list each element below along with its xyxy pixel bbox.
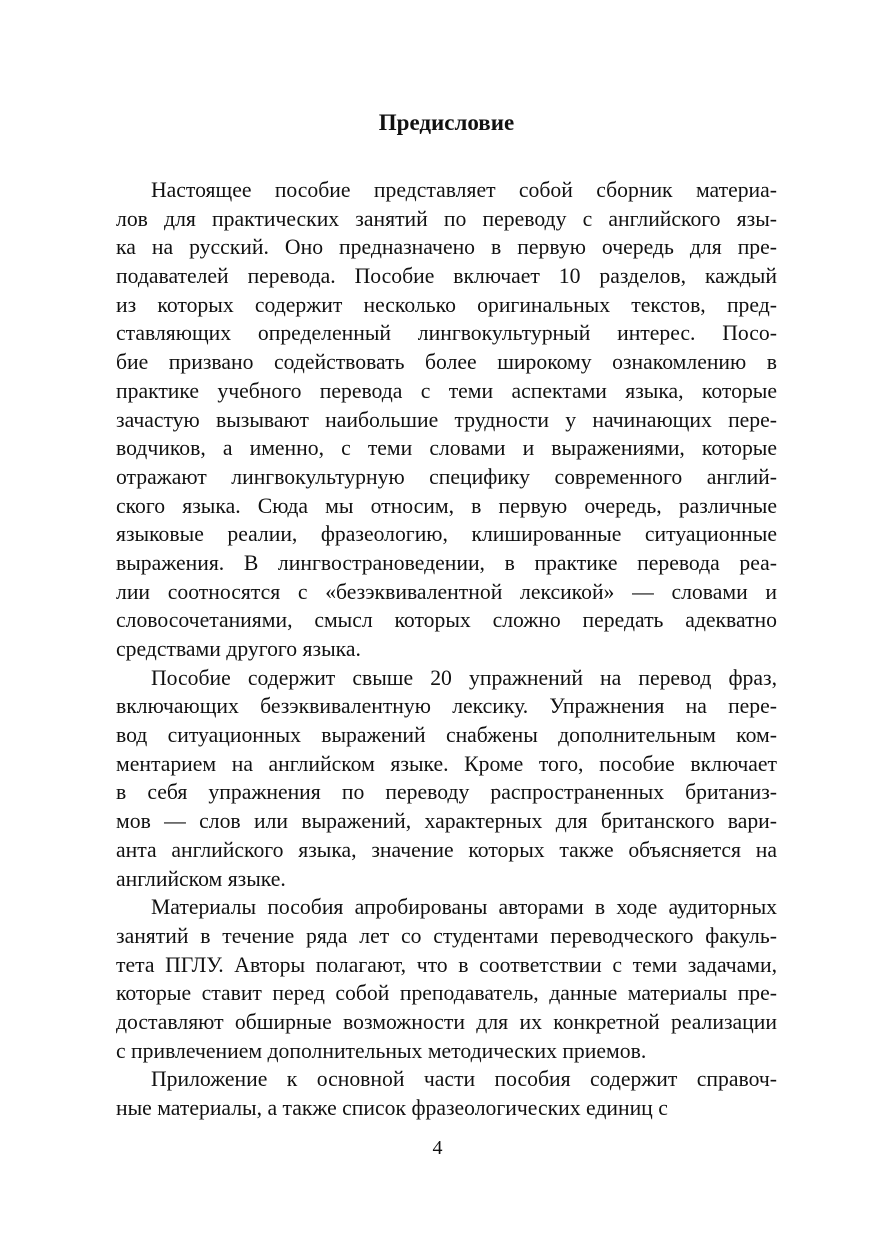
text-line: включающих безэквивалентную лексику. Упражнения на пере- bbox=[116, 694, 777, 719]
text-line: словосочетаниями, смысл которых сложно передать адекватно bbox=[116, 608, 777, 633]
text-line: которые ставит перед собой преподаватель, данные материалы пре- bbox=[116, 981, 777, 1006]
text-line: Приложение к основной части пособия содержит справоч- bbox=[151, 1067, 777, 1092]
text-line: водчиков, а именно, с теми словами и выражениями, которые bbox=[116, 436, 777, 461]
text-line: тета ПГЛУ. Авторы полагают, что в соответствии с теми задачами, bbox=[116, 952, 777, 977]
page-number: 4 bbox=[432, 1137, 443, 1159]
body-text bbox=[116, 176, 777, 1123]
text-line: отражают лингвокультурную специфику современного англий- bbox=[116, 464, 777, 489]
document-page bbox=[116, 108, 777, 1123]
text-line: языковые реалии, фразеологию, клишированные ситуационные bbox=[116, 522, 777, 547]
paragraph bbox=[116, 1065, 777, 1122]
text-line: ского языка. Сюда мы относим, в первую очередь, различные bbox=[116, 493, 777, 518]
text-line: Пособие содержит свыше 20 упражнений на перевод фраз, bbox=[151, 665, 777, 690]
text-line: практике учебного перевода с теми аспектами языка, которые bbox=[116, 378, 777, 403]
text-line: ставляющих определенный лингвокультурный интерес. Посо- bbox=[116, 321, 777, 346]
paragraph bbox=[116, 664, 777, 894]
page-title: Предисловие bbox=[378, 110, 515, 135]
text-line: Настоящее пособие представляет собой сборник материа- bbox=[151, 178, 777, 202]
text-line: подавателей перевода. Пособие включает 10 разделов, каждый bbox=[116, 264, 777, 289]
text-line: ка на русский. Оно предназначено в первую очередь для пре- bbox=[116, 235, 777, 260]
text-line: лов для практических занятий по переводу с английского язы- bbox=[116, 206, 777, 231]
text-line: вод ситуационных выражений снабжены дополнительным ком- bbox=[116, 723, 777, 748]
text-line: выражения. В лингвострановедении, в практике перевода реа- bbox=[116, 550, 777, 575]
paragraph bbox=[116, 176, 777, 664]
text-line: мов — слов или выражений, характерных для британского вари- bbox=[116, 809, 777, 834]
text-line: доставляют обширные возможности для их конкретной реализации bbox=[116, 1009, 777, 1034]
text-line: ные материалы, а также список фразеологических единиц с bbox=[116, 1096, 668, 1120]
text-line: зачастую вызывают наибольшие трудности у начинающих пере- bbox=[116, 407, 777, 432]
text-line: анта английского языка, значение которых также объясняется на bbox=[116, 837, 777, 862]
text-line: лии соотносятся с «безэквивалентной лексикой» — словами и bbox=[116, 579, 777, 604]
text-line: занятий в течение ряда лет со студентами переводческого факуль- bbox=[116, 923, 777, 948]
text-line: бие призвано содействовать более широкому ознакомлению в bbox=[116, 350, 777, 375]
text-line: английском языке. bbox=[116, 866, 286, 891]
text-line: в себя упражнения по переводу распространенных британиз- bbox=[116, 780, 777, 805]
text-line: с привлечением дополнительных методических приемов. bbox=[116, 1038, 647, 1063]
text-line: ментарием на английском языке. Кроме того, пособие включает bbox=[116, 751, 777, 776]
text-line: Материалы пособия апробированы авторами в ходе аудиторных bbox=[151, 895, 777, 920]
text-line: из которых содержит несколько оригинальных текстов, пред- bbox=[116, 292, 777, 317]
paragraph bbox=[116, 893, 777, 1065]
text-line: средствами другого языка. bbox=[116, 637, 361, 661]
